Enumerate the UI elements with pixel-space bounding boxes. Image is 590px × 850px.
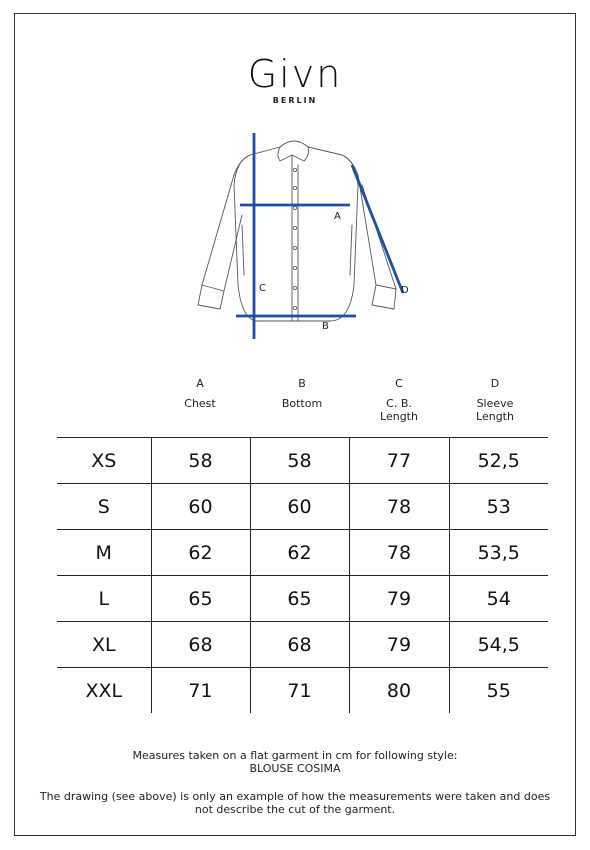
size-cell: XS bbox=[57, 438, 151, 484]
sleeve-cell: 53 bbox=[449, 484, 548, 530]
chest-cell: 68 bbox=[151, 622, 250, 668]
size-cell: XL bbox=[57, 622, 151, 668]
note-measures: Measures taken on a flat garment in cm for following style: bbox=[132, 749, 458, 762]
sleeve-cell: 54,5 bbox=[449, 622, 548, 668]
chest-cell: 60 bbox=[151, 484, 250, 530]
size-cell: L bbox=[57, 576, 151, 622]
length-cell: 79 bbox=[349, 622, 449, 668]
note-disclaimer: The drawing (see above) is only an example of how the measurements were taken and does not describe the cut of the garment. bbox=[39, 790, 551, 816]
table-row bbox=[57, 484, 548, 530]
column-header-bottom bbox=[252, 377, 352, 410]
shirt-collar bbox=[278, 141, 309, 165]
length-cell: 78 bbox=[349, 484, 449, 530]
size-cell: S bbox=[57, 484, 151, 530]
length-cell: 77 bbox=[349, 438, 449, 484]
measure-label-d: D bbox=[401, 285, 409, 296]
note-style-name: BLOUSE COSIMA bbox=[249, 762, 341, 775]
sleeve-cell: 52,5 bbox=[449, 438, 548, 484]
chest-cell: 65 bbox=[151, 576, 250, 622]
chest-cell: 62 bbox=[151, 530, 250, 576]
sleeve-cell: 55 bbox=[449, 668, 548, 714]
table-row bbox=[57, 668, 548, 714]
length-cell: 79 bbox=[349, 576, 449, 622]
measure-line-d bbox=[352, 165, 403, 293]
bottom-cell: 58 bbox=[250, 438, 349, 484]
shirt-buttons bbox=[293, 168, 296, 309]
table-row bbox=[57, 438, 548, 484]
column-letter: D bbox=[490, 377, 500, 390]
measure-label-c: C bbox=[259, 283, 266, 294]
table-row bbox=[57, 622, 548, 668]
size-cell: M bbox=[57, 530, 151, 576]
length-cell: 80 bbox=[349, 668, 449, 714]
size-table bbox=[57, 437, 548, 713]
column-name: Bottom bbox=[281, 397, 323, 410]
brand-logo: Givn bbox=[247, 52, 343, 96]
brand-city: BERLIN bbox=[272, 96, 318, 105]
bottom-cell: 71 bbox=[250, 668, 349, 714]
bottom-cell: 60 bbox=[250, 484, 349, 530]
column-name: Chest bbox=[184, 397, 216, 410]
length-cell: 78 bbox=[349, 530, 449, 576]
column-letter: B bbox=[298, 377, 306, 390]
table-row bbox=[57, 530, 548, 576]
bottom-cell: 62 bbox=[250, 530, 349, 576]
column-name: C. B. Length bbox=[380, 397, 418, 423]
column-header-cb-length bbox=[349, 377, 449, 423]
table-row bbox=[57, 576, 548, 622]
sleeve-cell: 54 bbox=[449, 576, 548, 622]
bottom-cell: 65 bbox=[250, 576, 349, 622]
size-cell: XXL bbox=[57, 668, 151, 714]
column-letter: C bbox=[395, 377, 403, 390]
chest-cell: 58 bbox=[151, 438, 250, 484]
bottom-cell: 68 bbox=[250, 622, 349, 668]
shirt-measurement-diagram bbox=[180, 125, 420, 345]
column-letter: A bbox=[196, 377, 204, 390]
column-name: Sleeve Length bbox=[476, 397, 514, 423]
shirt-placket bbox=[292, 165, 298, 321]
column-header-chest bbox=[150, 377, 250, 410]
chest-cell: 71 bbox=[151, 668, 250, 714]
measure-label-b: B bbox=[322, 321, 329, 332]
sleeve-cell: 53,5 bbox=[449, 530, 548, 576]
measure-label-a: A bbox=[334, 211, 341, 222]
shirt-right-sleeve bbox=[342, 155, 396, 309]
column-header-sleeve-length bbox=[445, 377, 545, 423]
